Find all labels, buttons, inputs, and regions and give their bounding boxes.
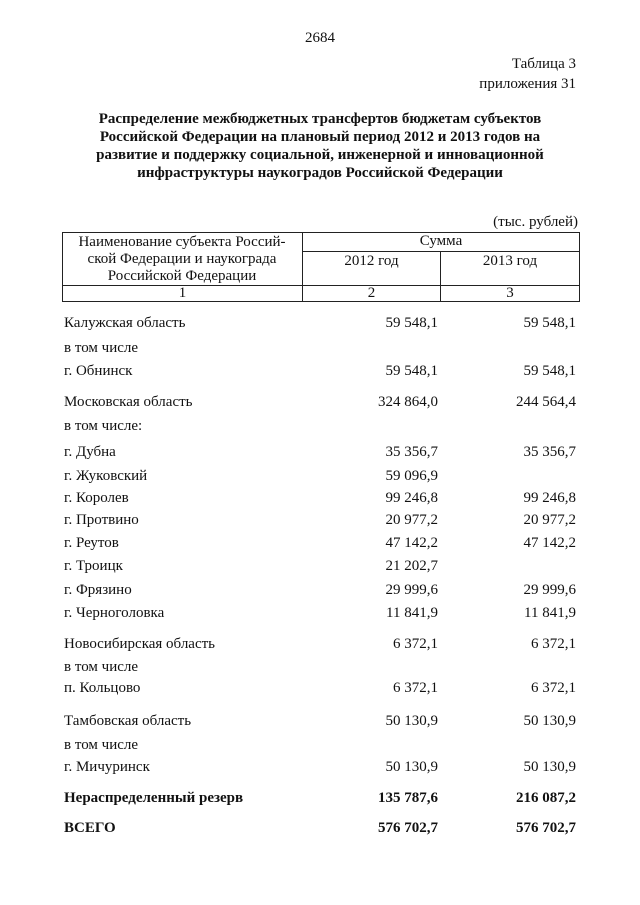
row-value-2012: 59 096,9 (385, 468, 438, 484)
row-value-2013: 50 130,9 (523, 713, 576, 729)
row-value-2013: 576 702,7 (516, 820, 576, 836)
row-name: г. Черноголовка (64, 605, 165, 621)
row-value-2012: 47 142,2 (385, 535, 438, 551)
table-row (0, 556, 640, 576)
table-reference (479, 54, 576, 94)
row-name: г. Реутов (64, 535, 119, 551)
document-title: Распределение межбюджетных трансфертов бюджетам субъектов Российской Федерации на плановый период 2012 и 2013 годов на развитие и поддержку социальной, инженерной и инновационной инфраструктуры наукоградов Российской Федерации (96, 111, 544, 181)
header-col1-line2: ской Федерации и наукограда (87, 251, 277, 267)
row-name: в том числе (64, 659, 139, 675)
table-row (0, 361, 640, 381)
row-value-2012: 59 548,1 (385, 363, 438, 379)
row-value-2012: 324 864,0 (378, 394, 438, 410)
row-name: п. Кольцово (64, 680, 141, 696)
row-value-2012: 50 130,9 (385, 713, 438, 729)
row-value-2013: 59 548,1 (523, 363, 576, 379)
table-row-reserve (0, 788, 640, 808)
row-name: г. Жуковский (64, 468, 148, 484)
row-name: ВСЕГО (64, 820, 116, 836)
row-value-2012: 35 356,7 (385, 444, 438, 460)
row-name: г. Дубна (64, 444, 116, 460)
header-num-1: 1 (178, 285, 187, 301)
table-row (0, 580, 640, 600)
row-value-2013: 29 999,6 (523, 582, 576, 598)
row-value-2013: 6 372,1 (531, 636, 576, 652)
row-value-2013: 11 841,9 (524, 605, 576, 621)
header-num-2: 2 (367, 285, 376, 301)
row-value-2012: 576 702,7 (378, 820, 438, 836)
table-row (0, 338, 640, 358)
table-row (0, 416, 640, 436)
table-row-total (0, 818, 640, 838)
header-col1-text (66, 234, 298, 285)
table-row (0, 678, 640, 698)
row-name: г. Троицк (64, 558, 123, 574)
header-year-2012: 2012 год (344, 253, 399, 269)
table-row (0, 533, 640, 553)
row-name: г. Обнинск (64, 363, 133, 379)
table-row (0, 510, 640, 530)
row-name: Калужская область (64, 315, 186, 331)
row-name: в том числе (64, 340, 139, 356)
row-value-2012: 6 372,1 (393, 636, 438, 652)
row-name: г. Фрязино (64, 582, 132, 598)
header-sum: Сумма (419, 233, 463, 249)
row-value-2013: 244 564,4 (516, 394, 576, 410)
row-name: Тамбовская область (64, 713, 192, 729)
row-value-2012: 99 246,8 (385, 490, 438, 506)
row-value-2013: 50 130,9 (523, 759, 576, 775)
row-value-2012: 135 787,6 (378, 790, 438, 806)
row-value-2012: 29 999,6 (385, 582, 438, 598)
row-value-2013: 59 548,1 (523, 315, 576, 331)
table-row (0, 442, 640, 462)
header-border-right (579, 232, 580, 302)
table-row (0, 634, 640, 654)
units-note: (тыс. рублей) (493, 214, 578, 230)
row-name: Московская область (64, 394, 193, 410)
table-row (0, 735, 640, 755)
row-name: Нераспределенный резерв (64, 790, 244, 806)
table-row (0, 488, 640, 508)
header-col1-line3: Российской Федерации (107, 268, 257, 284)
table-row (0, 757, 640, 777)
row-value-2013: 47 142,2 (523, 535, 576, 551)
table-row (0, 711, 640, 731)
row-value-2012: 11 841,9 (386, 605, 438, 621)
header-year-2013: 2013 год (482, 253, 538, 269)
header-num-3: 3 (506, 285, 514, 301)
table-row (0, 657, 640, 677)
header-col1-line1: Наименование субъекта Россий- (78, 234, 286, 250)
row-name: в том числе: (64, 418, 143, 434)
row-name: в том числе (64, 737, 139, 753)
row-name: г. Мичуринск (64, 759, 150, 775)
row-value-2012: 59 548,1 (385, 315, 438, 331)
table-row (0, 392, 640, 412)
row-name: г. Протвино (64, 512, 139, 528)
table-label: Таблица 3 (511, 56, 576, 72)
row-value-2012: 20 977,2 (385, 512, 438, 528)
table-row (0, 313, 640, 333)
row-value-2012: 6 372,1 (393, 680, 438, 696)
row-name: г. Королев (64, 490, 129, 506)
table-header (62, 232, 580, 302)
table-row (0, 603, 640, 623)
row-value-2013: 20 977,2 (523, 512, 576, 528)
row-value-2013: 216 087,2 (516, 790, 576, 806)
page-number: 2684 (305, 30, 335, 46)
appendix-label: приложения 31 (479, 76, 576, 92)
row-value-2012: 50 130,9 (385, 759, 438, 775)
row-value-2013: 35 356,7 (523, 444, 576, 460)
table-row (0, 466, 640, 486)
row-value-2013: 99 246,8 (523, 490, 576, 506)
row-value-2012: 21 202,7 (385, 558, 438, 574)
header-sum-underline (302, 251, 580, 252)
row-name: Новосибирская область (64, 636, 216, 652)
row-value-2013: 6 372,1 (531, 680, 576, 696)
